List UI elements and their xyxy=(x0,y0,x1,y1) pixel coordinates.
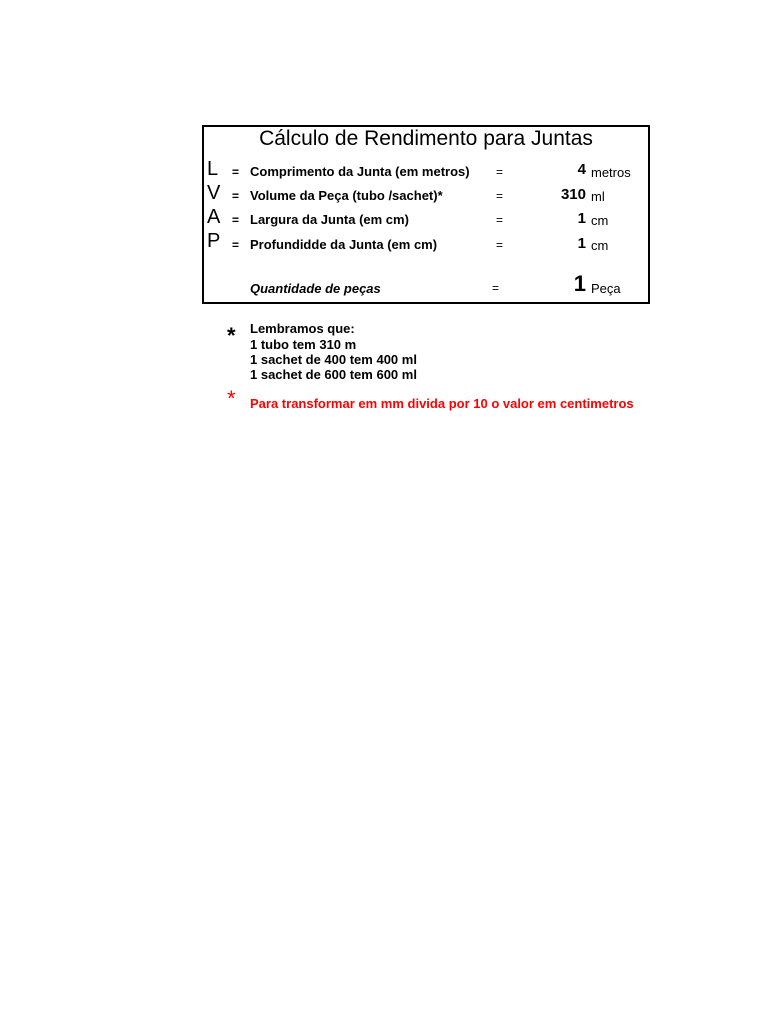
row-description-a: Largura da Junta (em cm) xyxy=(250,212,409,227)
row-unit-l: metros xyxy=(591,165,631,180)
notes-line-2: 1 sachet de 400 tem 400 ml xyxy=(250,352,417,367)
table-title: Cálculo de Rendimento para Juntas xyxy=(259,127,593,150)
result-unit: Peça xyxy=(591,281,621,296)
row-unit-p: cm xyxy=(591,238,609,253)
row-eq-l: = xyxy=(232,165,240,179)
notes-line-1: 1 tubo tem 310 m xyxy=(250,337,357,352)
row-letter-a: A xyxy=(207,206,221,228)
row-value-l[interactable]: 4 xyxy=(577,161,586,178)
result-eq: = xyxy=(492,281,500,295)
row-description-l: Comprimento da Junta (em metros) xyxy=(250,164,470,179)
notes-heading: Lembramos que: xyxy=(250,321,355,336)
row-eq2-l: = xyxy=(496,165,504,179)
row-eq-a: = xyxy=(232,213,240,227)
row-letter-l: L xyxy=(207,158,219,180)
asterisk-red-marker: * xyxy=(227,386,236,411)
row-letter-p: P xyxy=(207,230,221,252)
asterisk-note-marker: * xyxy=(227,323,236,348)
row-description-v: Volume da Peça (tubo /sachet)* xyxy=(250,188,443,203)
result-value: 1 xyxy=(573,271,586,296)
row-value-v[interactable]: 310 xyxy=(560,186,586,203)
red-conversion-note: Para transformar em mm divida por 10 o valor em centimetros xyxy=(250,396,634,411)
row-value-p[interactable]: 1 xyxy=(577,235,586,252)
notes-line-3: 1 sachet de 600 tem 600 ml xyxy=(250,367,417,382)
row-description-p: Profundidde da Junta (em cm) xyxy=(250,237,438,252)
row-eq2-a: = xyxy=(496,213,504,227)
calculation-table xyxy=(202,125,650,304)
row-value-a[interactable]: 1 xyxy=(577,210,586,227)
row-eq2-v: = xyxy=(496,189,504,203)
row-unit-v: ml xyxy=(591,189,605,204)
row-unit-a: cm xyxy=(591,213,609,228)
result-label: Quantidade de peças xyxy=(250,281,381,296)
row-eq2-p: = xyxy=(496,238,504,252)
row-eq-p: = xyxy=(232,238,240,252)
row-eq-v: = xyxy=(232,189,240,203)
row-letter-v: V xyxy=(207,182,221,204)
